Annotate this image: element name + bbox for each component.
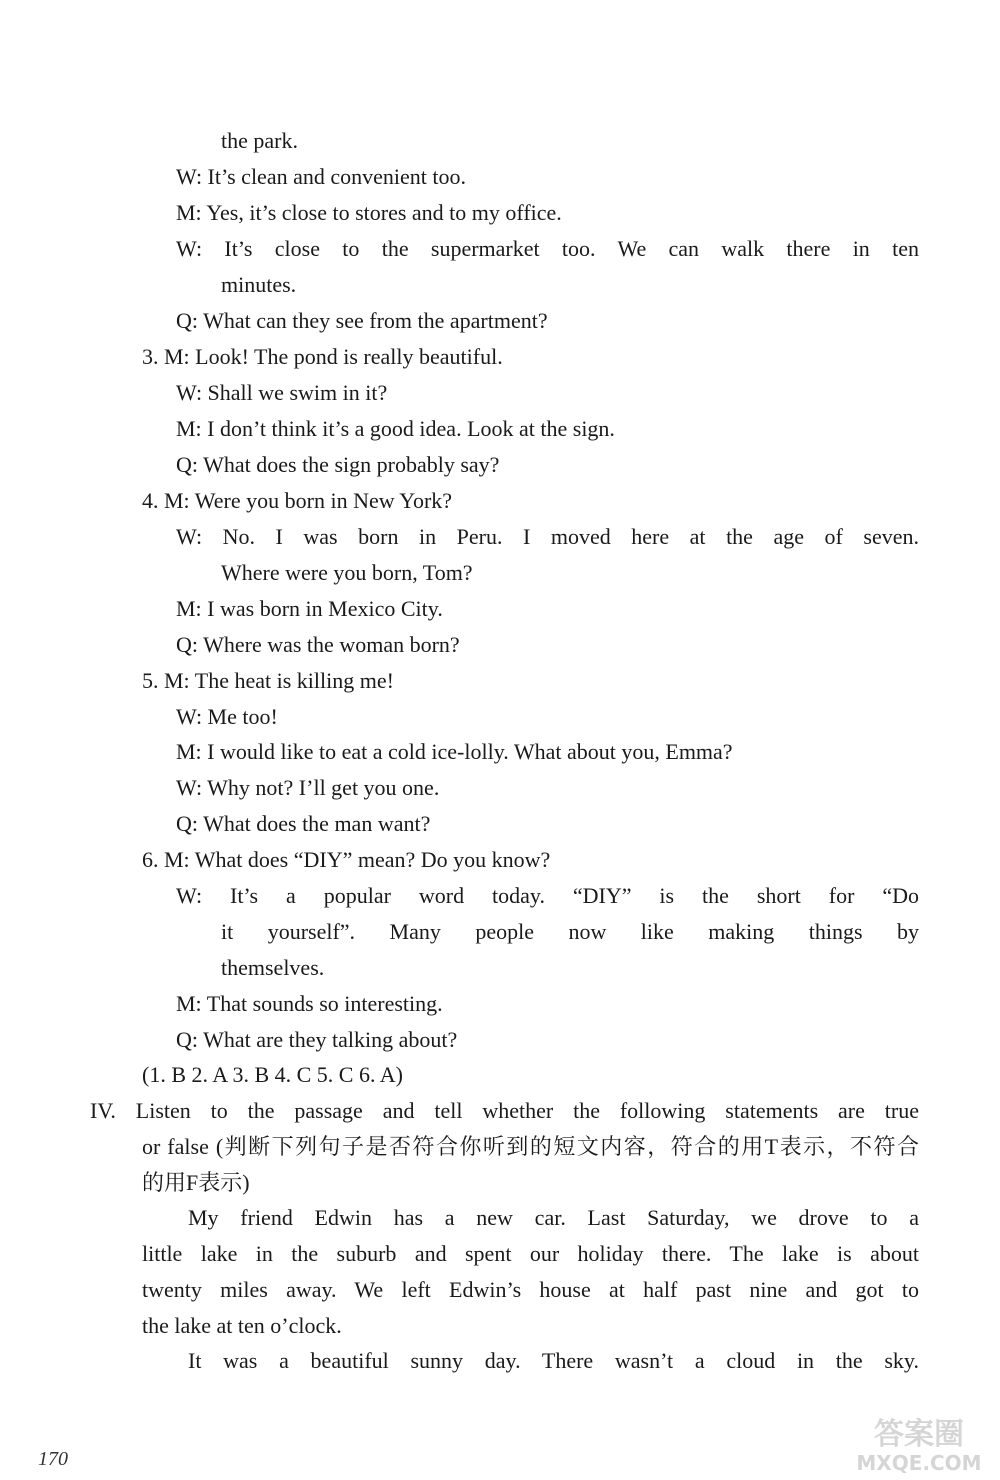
text-line: minutes. (221, 272, 297, 297)
text-line: W: Shall we swim in it? (176, 380, 388, 405)
text-line: M: I was born in Mexico City. (176, 596, 443, 621)
text-line: it yourself”. Many people now like making things by (221, 919, 919, 944)
passage-line: twenty miles away. We left Edwin’s house at half past nine and got to (142, 1277, 919, 1302)
text-line: Q: What does the sign probably say? (176, 452, 500, 477)
text-line: Q: What does the man want? (176, 811, 431, 836)
section-instruction: 的用F表示) (142, 1170, 250, 1195)
text-line: 3. M: Look! The pond is really beautiful. (142, 344, 503, 369)
text-line: M: Yes, it’s close to stores and to my office. (176, 200, 562, 225)
watermark-logo (844, 1410, 994, 1476)
page-number: 170 (38, 1448, 68, 1470)
text-line: W: Why not? I’ll get you one. (176, 775, 440, 800)
text-line: M: I would like to eat a cold ice-lolly. What about you, Emma? (176, 739, 733, 764)
answer-key: (1. B 2. A 3. B 4. C 5. C 6. A) (142, 1062, 403, 1087)
section-heading: IV. Listen to the passage and tell whether the following statements are true (90, 1098, 919, 1123)
text-line: Q: What are they talking about? (176, 1027, 458, 1052)
text-line: themselves. (221, 955, 325, 980)
text-line: M: That sounds so interesting. (176, 991, 443, 1016)
text-line: W: No. I was born in Peru. I moved here at the age of seven. (176, 524, 919, 549)
watermark-url: MXQE.COM (856, 1451, 982, 1475)
passage-line: It was a beautiful sunny day. There wasn’t a cloud in the sky. (188, 1348, 919, 1373)
text-line: W: It’s clean and convenient too. (176, 164, 466, 189)
text-line: W: It’s a popular word today. “DIY” is the short for “Do (176, 883, 919, 908)
text-line: W: Me too! (176, 704, 278, 729)
text-line: 6. M: What does “DIY” mean? Do you know? (142, 847, 551, 872)
text-line: Q: Where was the woman born? (176, 632, 460, 657)
text-line: W: It’s close to the supermarket too. We can walk there in ten (176, 236, 919, 261)
text-line: 4. M: Were you born in New York? (142, 488, 453, 513)
text-line: M: I don’t think it’s a good idea. Look at the sign. (176, 416, 615, 441)
passage-line: My friend Edwin has a new car. Last Saturday, we drove to a (188, 1205, 919, 1230)
passage-line: little lake in the suburb and spent our holiday there. The lake is about (142, 1241, 919, 1266)
passage-line: the lake at ten o’clock. (142, 1313, 342, 1338)
text-line: the park. (221, 128, 298, 153)
text-line: 5. M: The heat is killing me! (142, 668, 394, 693)
text-line: Q: What can they see from the apartment? (176, 308, 548, 333)
watermark-title: 答案圈 (874, 1417, 964, 1452)
section-instruction: or false (判断下列句子是否符合你听到的短文内容，符合的用T表示，不符合 (142, 1134, 919, 1159)
text-line: Where were you born, Tom? (221, 560, 473, 585)
